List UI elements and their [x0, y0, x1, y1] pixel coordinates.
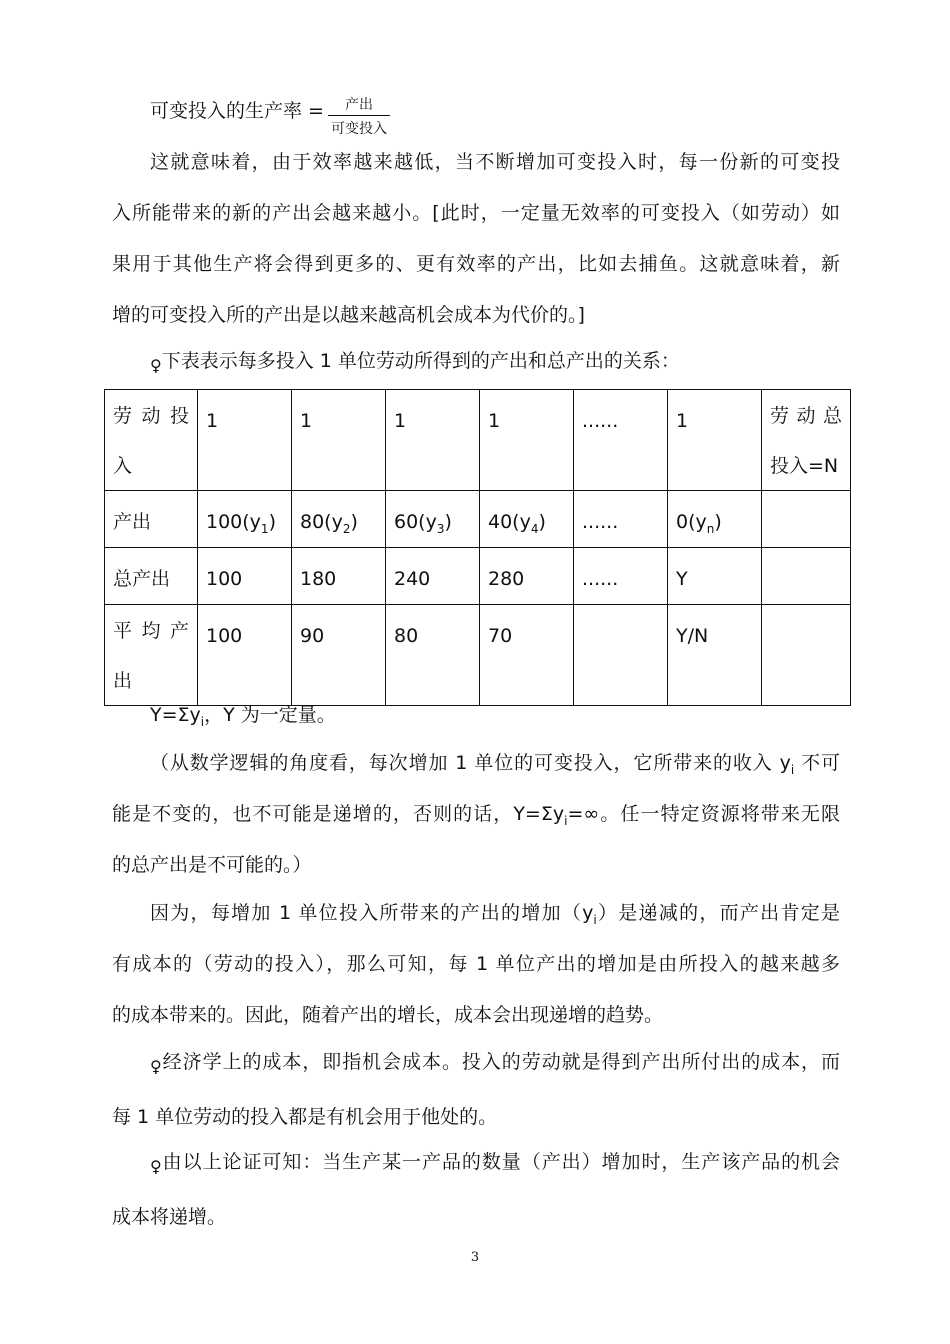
formula-lhs: 可变投入的生产率 =: [150, 100, 324, 122]
formula-fraction: [328, 94, 390, 138]
paragraph-line: 成本将递增。: [112, 1206, 227, 1228]
paragraph-line: 这就意味着，由于效率越来越低，当不断增加可变投入时，每一份新的可变投: [150, 151, 840, 173]
table-cell: ......: [574, 390, 668, 491]
table-cell: $40(y_4)$: [480, 491, 574, 548]
table-intro-text: 下表表示每多投入 1 单位劳动所得到的产出和总产出的关系：: [161, 350, 680, 372]
table-cell: $80(y_2)$: [292, 491, 386, 548]
table-cell: 1: [668, 390, 762, 491]
table-cell: 产出: [105, 491, 198, 548]
table-cell: [762, 548, 851, 605]
paragraph-line: 的总产出是不可能的。）: [112, 854, 312, 876]
paragraph-cost-increase: [112, 888, 840, 1041]
paragraph-line: 能是不变的，也不可能是递增的，否则的话，$Y=\Sigma y_i=\infty$。任一特定资源将带来无限: [112, 803, 840, 828]
paragraph-line: 有成本的（劳动的投入），那么可知，每 1 单位产出的增加是由所投入的越来越多: [112, 953, 840, 975]
table-cell: 1: [198, 390, 292, 491]
table-cell: 劳 动 投 入: [105, 390, 198, 491]
table-cell: 280: [480, 548, 574, 605]
table-cell: $100(y_1)$: [198, 491, 292, 548]
bullet-symbol-icon: ♀: [150, 356, 162, 375]
paragraph-line: （从数学逻辑的角度看，每次增加 1 单位的可变投入，它所带来的收入 $y_i$ 不可: [150, 752, 841, 777]
table-cell: 240: [386, 548, 480, 605]
table-cell: 1: [386, 390, 480, 491]
table-cell: 劳 动 总 投入=N: [762, 390, 851, 491]
table-cell: ......: [574, 491, 668, 548]
table-cell: 总产出: [105, 548, 198, 605]
page-number: 3: [470, 1250, 480, 1265]
table-intro: [150, 336, 840, 391]
paragraph-line: 入所能带来的新的产出会越来越小。[此时，一定量无效率的可变投入（如劳动）如: [112, 202, 840, 224]
paragraph-line: 果用于其他生产将会得到更多的、更有效率的产出，比如去捕鱼。这就意味着，新: [112, 253, 840, 275]
paragraph-meaning: [112, 137, 840, 341]
table-cell: 1: [480, 390, 574, 491]
table-cell: 90: [292, 605, 386, 706]
table-cell: Y: [668, 548, 762, 605]
table-cell: [762, 491, 851, 548]
paragraph-line: 每 1 单位劳动的投入都是有机会用于他处的。: [112, 1106, 498, 1128]
table-cell: 100: [198, 605, 292, 706]
bullet-symbol-icon: ♀: [150, 1057, 163, 1076]
table-cell: 1: [292, 390, 386, 491]
table-cell: Y/N: [668, 605, 762, 706]
paragraph-line: $_♀$由以上论证可知：当生产某一产品的数量（产出）增加时，生产该产品的机会: [150, 1151, 840, 1176]
paragraph-line: 的成本带来的。因此，随着产出的增长，成本会出现递增的趋势。: [112, 1004, 664, 1026]
sum-definition: $Y=\Sigma y_i$，Y 为一定量。: [150, 704, 336, 729]
table-cell: 80: [386, 605, 480, 706]
table-cell: 70: [480, 605, 574, 706]
table-cell: 180: [292, 548, 386, 605]
table-cell: 100: [198, 548, 292, 605]
table-row: [105, 390, 851, 491]
table-cell: $0(y_n)$: [668, 491, 762, 548]
paragraph-line: 增的可变投入所的产出是以越来越高机会成本为代价的。]: [112, 304, 585, 326]
paragraph-conclusion: [112, 1137, 840, 1243]
table-row: [105, 491, 851, 548]
paragraph-opportunity-cost: [112, 1037, 840, 1143]
table-cell: ......: [574, 548, 668, 605]
paragraph-line: 因为，每增加 1 单位投入所带来的产出的增加$(y_i)$是递减的，而产出肯定是: [150, 902, 840, 927]
formula-numerator: 产出: [328, 94, 390, 116]
table-cell: 平 均 产 出: [105, 605, 198, 706]
table-cell: $60(y_3)$: [386, 491, 480, 548]
paragraph-math-logic: [112, 738, 840, 891]
table-row: [105, 548, 851, 605]
formula-denominator: 可变投入: [331, 121, 387, 137]
bullet-symbol-icon: ♀: [150, 1157, 163, 1176]
labor-output-table: [104, 389, 851, 706]
paragraph-line: $_♀$经济学上的成本，即指机会成本。投入的劳动就是得到产出所付出的成本，而: [150, 1051, 840, 1076]
